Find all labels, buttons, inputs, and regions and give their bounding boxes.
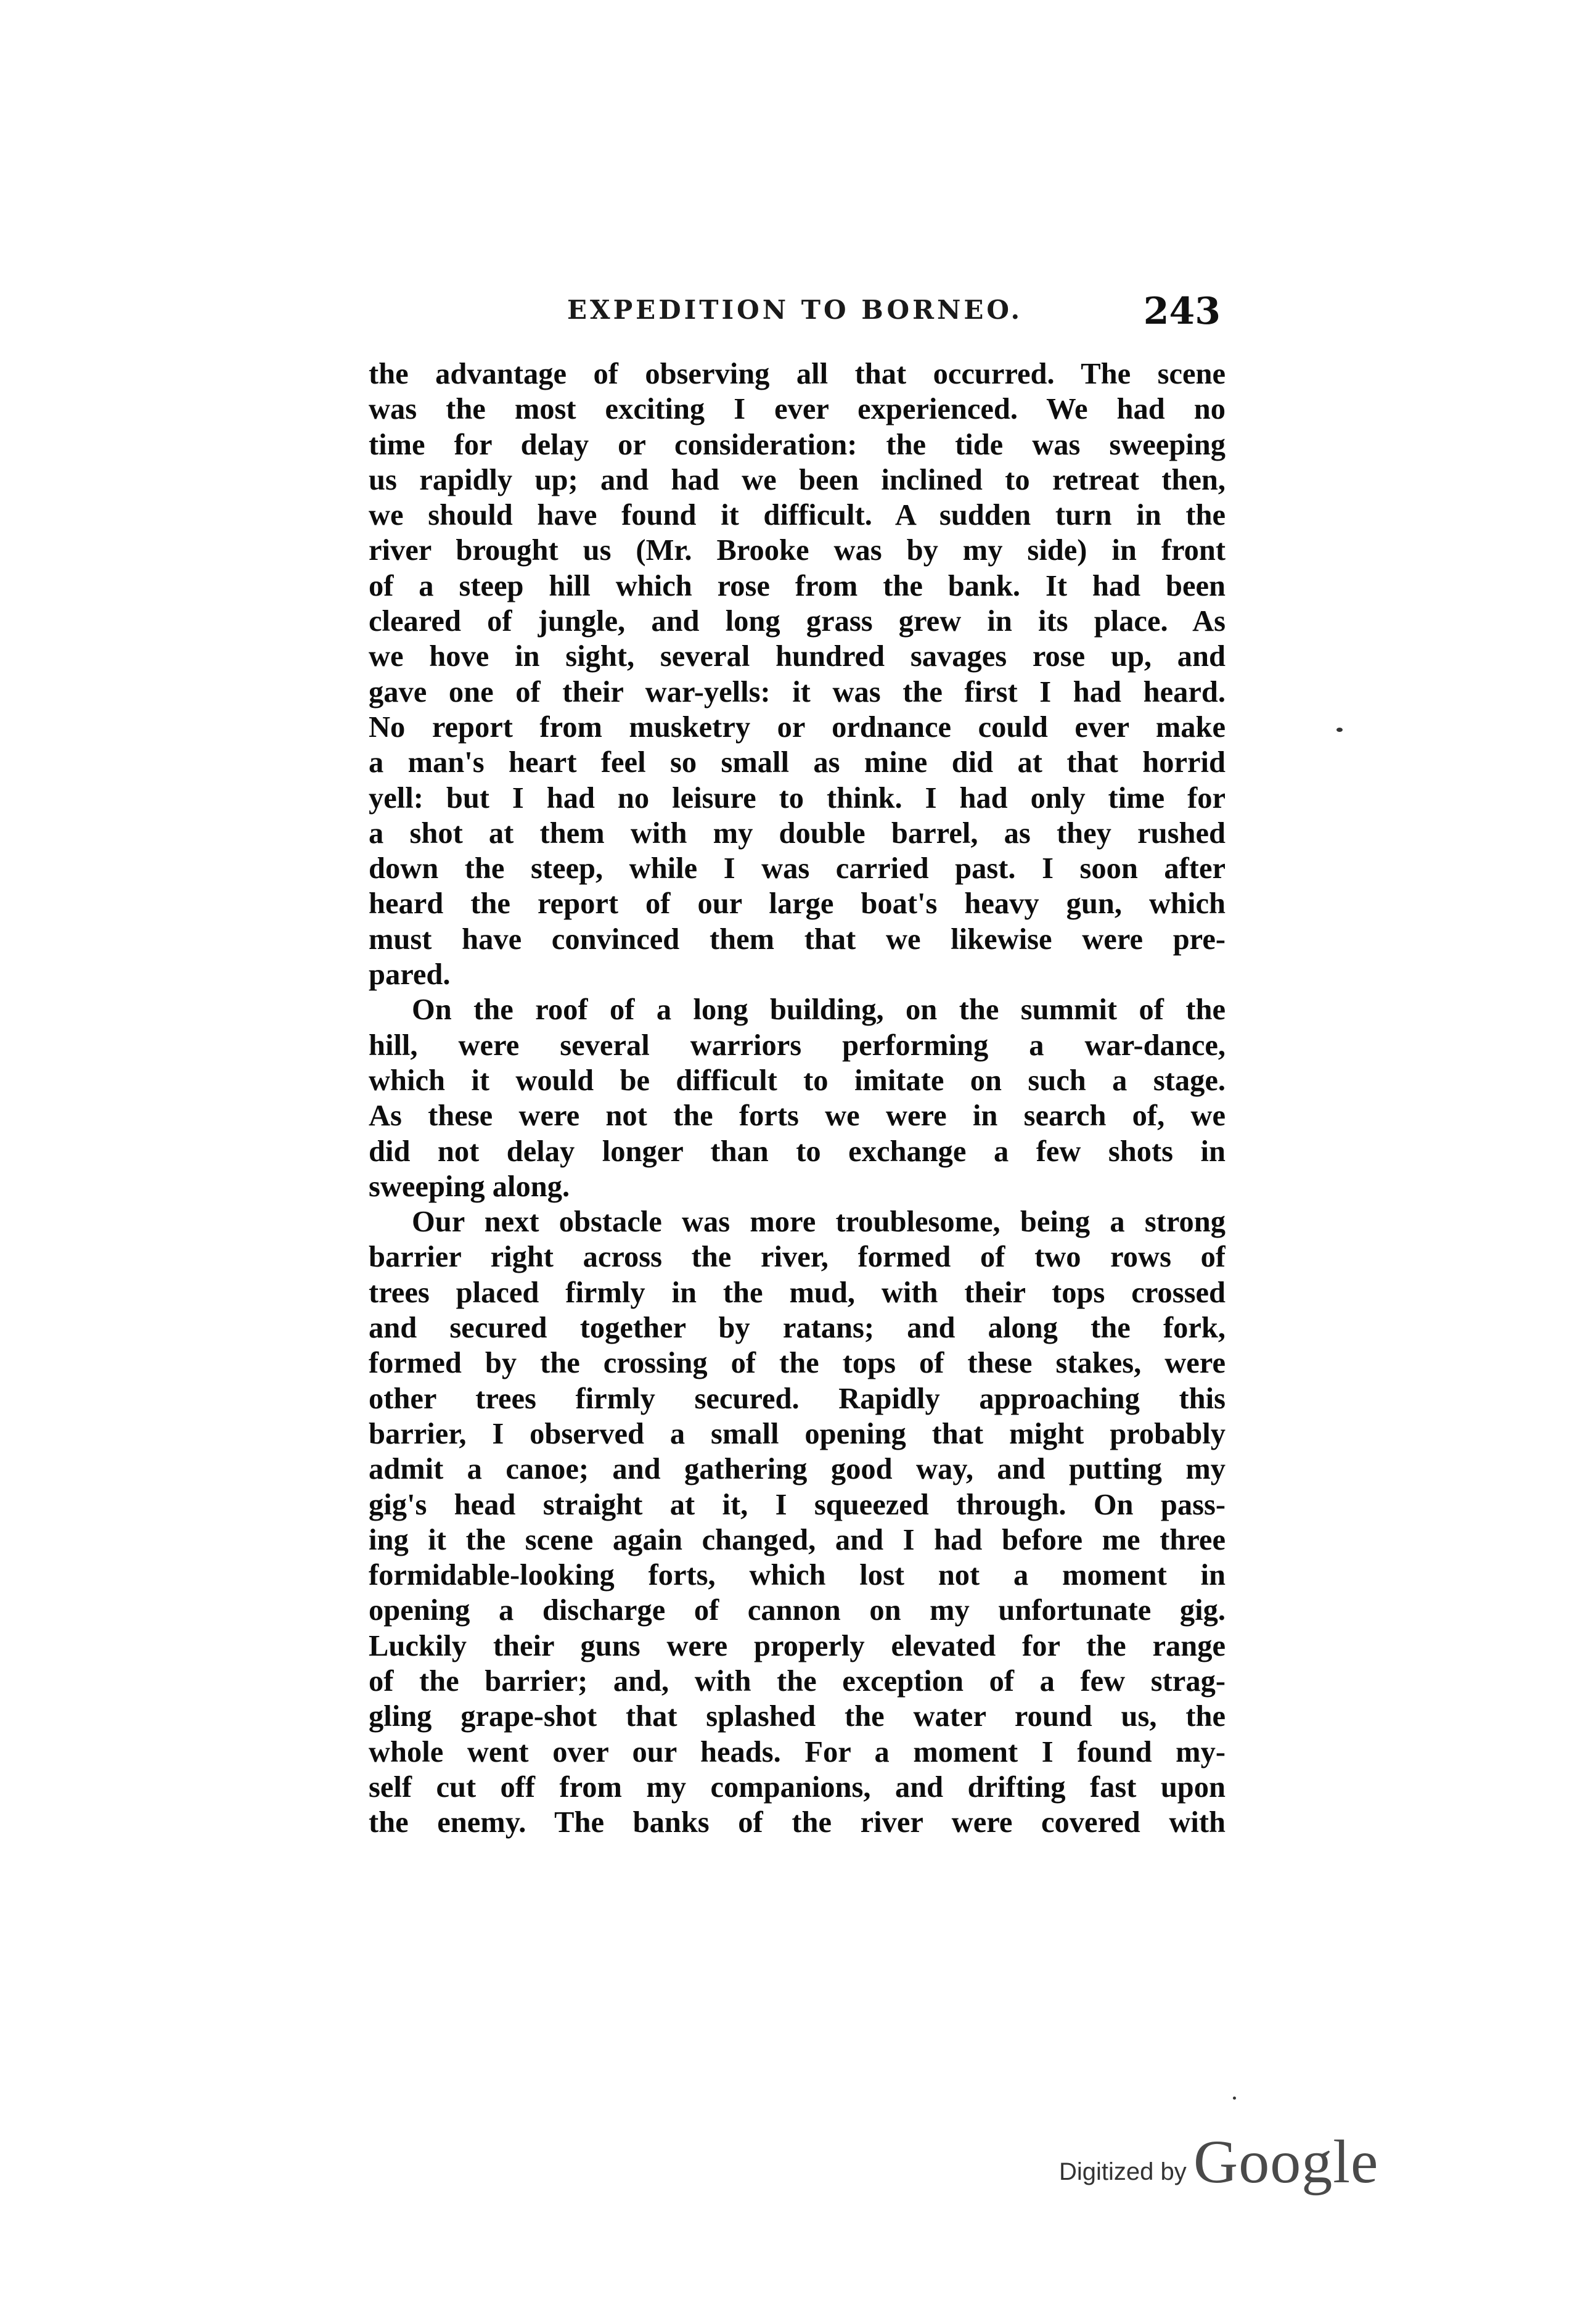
- text-line: yell: but I had no leisure to think. I had only time for: [369, 781, 1226, 815]
- watermark-prefix: Digitized by: [1059, 2158, 1187, 2185]
- body-text: [369, 356, 1226, 1840]
- text-line: barrier, I observed a small opening that might probably: [369, 1417, 1226, 1450]
- text-line: down the steep, while I was carried past. I soon after: [369, 852, 1226, 885]
- text-line: was the most exciting I ever experienced. We had no: [369, 393, 1226, 426]
- text-line: did not delay longer than to exchange a few shots in: [369, 1135, 1226, 1168]
- text-line: whole went over our heads. For a moment I found my-: [369, 1735, 1226, 1768]
- text-line: we hove in sight, several hundred savages rose up, and: [369, 640, 1226, 673]
- google-logo: Google: [1193, 2127, 1379, 2196]
- text-line: a shot at them with my double barrel, as they rushed: [369, 816, 1226, 850]
- text-line: barrier right across the river, formed of two rows of: [369, 1241, 1226, 1274]
- text-line: heard the report of our large boat's heavy gun, which: [369, 887, 1226, 921]
- running-head: [542, 290, 1221, 339]
- text-line: pared.: [369, 958, 451, 992]
- paragraph-start-line: Our next obstacle was more troublesome, being a strong: [412, 1206, 1226, 1239]
- text-line: a man's heart feel so small as mine did at that horrid: [369, 746, 1226, 779]
- running-title: EXPEDITION TO BORNEO.: [567, 295, 1023, 325]
- text-line: of a steep hill which rose from the bank. It had been: [369, 569, 1226, 602]
- text-line: trees placed firmly in the mud, with their tops crossed: [369, 1276, 1226, 1309]
- text-line: river brought us (Mr. Brooke was by my side) in front: [369, 534, 1226, 567]
- text-line: time for delay or consideration: the tide was sweeping: [369, 428, 1226, 461]
- text-line: of the barrier; and, with the exception of a few strag-: [369, 1664, 1226, 1698]
- text-line: us rapidly up; and had we been inclined to retreat then,: [369, 463, 1226, 496]
- text-line: sweeping along.: [369, 1170, 570, 1203]
- text-line: No report from musketry or ordnance could ever make: [369, 710, 1226, 744]
- text-line: formidable-looking forts, which lost not a moment in: [369, 1559, 1226, 1592]
- text-line: self cut off from my companions, and drifting fast upon: [369, 1770, 1226, 1804]
- paragraph-start-line: On the roof of a long building, on the summit of the: [412, 993, 1226, 1027]
- text-line: formed by the crossing of the tops of these stakes, were: [369, 1347, 1226, 1380]
- text-line: gling grape-shot that splashed the water round us, the: [369, 1700, 1226, 1733]
- text-line: the enemy. The banks of the river were covered with: [369, 1806, 1226, 1839]
- page-number: 243: [1143, 290, 1221, 333]
- text-line: opening a discharge of cannon on my unfortunate gig.: [369, 1594, 1226, 1627]
- text-line: and secured together by ratans; and along the fork,: [369, 1312, 1226, 1345]
- text-line: ing it the scene again changed, and I had before me three: [369, 1523, 1226, 1556]
- text-line: admit a canoe; and gathering good way, and putting my: [369, 1453, 1226, 1486]
- text-line: must have convinced them that we likewise were pre-: [369, 922, 1226, 956]
- print-speck: [1233, 2097, 1236, 2100]
- digitized-by-watermark: [1059, 2126, 1404, 2200]
- text-line: we should have found it difficult. A sudden turn in the: [369, 499, 1226, 532]
- text-line: the advantage of observing all that occurred. The scene: [369, 358, 1226, 390]
- text-line: hill, were several warriors performing a war-dance,: [369, 1029, 1226, 1062]
- text-line: which it would be difficult to imitate on such a stage.: [369, 1064, 1226, 1097]
- text-line: Luckily their guns were properly elevated for the range: [369, 1629, 1226, 1662]
- print-speck: [1336, 728, 1343, 732]
- text-line: cleared of jungle, and long grass grew in its place. As: [369, 605, 1226, 638]
- text-line: gave one of their war-yells: it was the first I had heard.: [369, 675, 1226, 709]
- text-line: gig's head straight at it, I squeezed through. On pass-: [369, 1488, 1226, 1521]
- text-line: other trees firmly secured. Rapidly approaching this: [369, 1382, 1226, 1415]
- text-line: As these were not the forts we were in search of, we: [369, 1099, 1226, 1133]
